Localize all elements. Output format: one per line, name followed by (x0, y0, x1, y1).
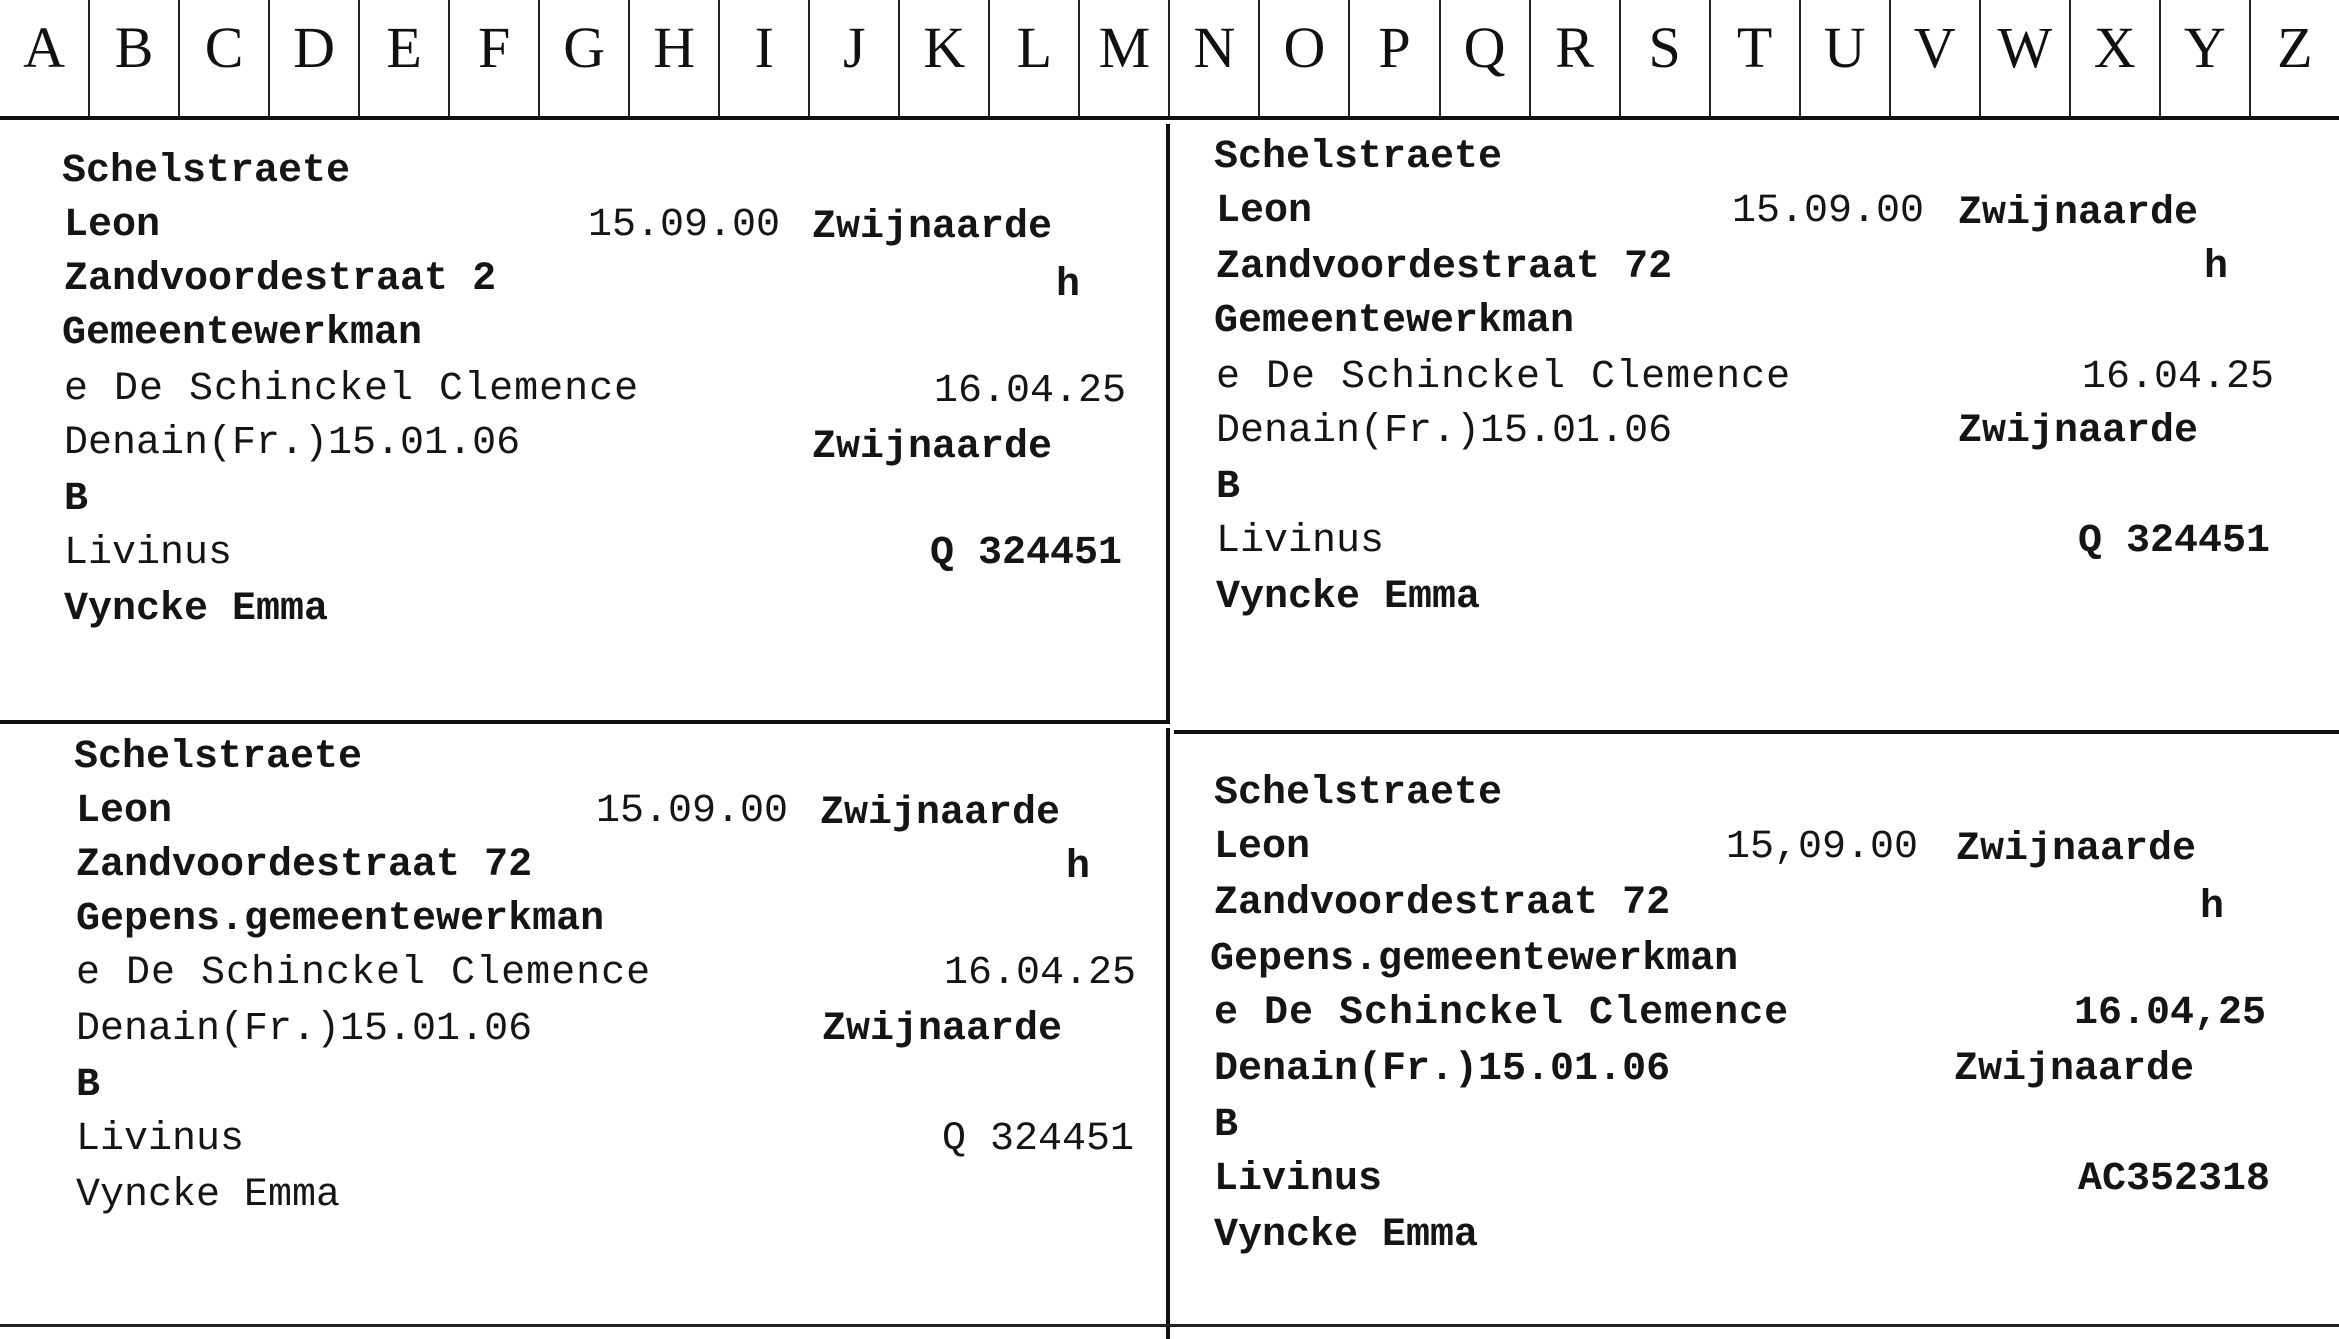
spouse-residence: Zwijnaarde (1954, 1047, 2195, 1092)
first-name: Leon (1214, 825, 1311, 870)
alpha-tab-p[interactable]: P (1350, 0, 1440, 116)
religion: B (1216, 465, 1241, 510)
father: Livinus (1216, 519, 1385, 564)
mother: Vyncke Emma (1214, 1213, 1479, 1258)
alpha-tab-g[interactable]: G (540, 0, 630, 116)
alpha-tab-d[interactable]: D (270, 0, 360, 116)
surname: Schelstraete (74, 735, 363, 780)
alpha-tab-j[interactable]: J (810, 0, 900, 116)
alpha-tab-n[interactable]: N (1170, 0, 1260, 116)
spouse-residence: Zwijnaarde (1958, 409, 2199, 454)
father: Livinus (64, 531, 233, 576)
marriage-date: 16.04.25 (2082, 355, 2275, 400)
spouse-birth: Denain(Fr.)15.01.06 (1216, 409, 1673, 454)
spouse-birth: Denain(Fr.)15.01.06 (64, 421, 521, 466)
alpha-tab-s[interactable]: S (1621, 0, 1711, 116)
sex: h (1056, 263, 1081, 308)
marriage-date: 16.04,25 (2074, 991, 2267, 1036)
alpha-tab-y[interactable]: Y (2161, 0, 2251, 116)
birth-place: Zwijnaarde (812, 205, 1053, 250)
alpha-tab-v[interactable]: V (1891, 0, 1981, 116)
mother: Vyncke Emma (76, 1173, 341, 1218)
spouse-birth: Denain(Fr.)15.01.06 (76, 1007, 533, 1052)
surname: Schelstraete (1214, 135, 1503, 180)
religion: B (64, 477, 89, 522)
alpha-tab-c[interactable]: C (180, 0, 270, 116)
mother: Vyncke Emma (1216, 575, 1481, 620)
spouse-birth: Denain(Fr.)15.01.06 (1214, 1047, 1671, 1092)
birth-date: 15.09.00 (596, 789, 789, 834)
spouse: e De Schinckel Clemence (64, 367, 640, 412)
alpha-tab-k[interactable]: K (900, 0, 990, 116)
sex: h (2200, 885, 2225, 930)
address: Zandvoordestraat 72 (1214, 881, 1671, 926)
religion: B (1214, 1103, 1239, 1148)
sex: h (2204, 245, 2229, 290)
id-number: Q 324451 (942, 1117, 1135, 1162)
address: Zandvoordestraat 72 (76, 843, 533, 888)
alpha-tab-e[interactable]: E (360, 0, 450, 116)
spouse: e De Schinckel Clemence (76, 951, 652, 996)
alpha-tab-h[interactable]: H (630, 0, 720, 116)
birth-place: Zwijnaarde (1956, 827, 2197, 872)
occupation: Gemeentewerkman (1214, 299, 1575, 344)
marriage-date: 16.04.25 (944, 951, 1137, 996)
alpha-tab-o[interactable]: O (1260, 0, 1350, 116)
alphabet-index-bar (0, 0, 2339, 120)
occupation: Gemeentewerkman (62, 311, 423, 356)
marriage-date: 16.04.25 (934, 369, 1127, 414)
alpha-tab-m[interactable]: M (1080, 0, 1170, 116)
alpha-tab-u[interactable]: U (1801, 0, 1891, 116)
occupation: Gepens.gemeentewerkman (76, 897, 605, 942)
alpha-tab-z[interactable]: Z (2277, 15, 2313, 80)
alpha-tab-r[interactable]: R (1531, 0, 1621, 116)
spouse: e De Schinckel Clemence (1216, 355, 1792, 400)
id-number: Q 324451 (930, 531, 1123, 576)
birth-date: 15.09.00 (1732, 189, 1925, 234)
religion: B (76, 1063, 101, 1108)
first-name: Leon (76, 789, 173, 834)
address: Zandvoordestraat 2 (64, 257, 497, 302)
alpha-tab-i[interactable]: I (720, 0, 810, 116)
birth-place: Zwijnaarde (820, 791, 1061, 836)
first-name: Leon (64, 203, 161, 248)
surname: Schelstraete (1214, 771, 1503, 816)
record-card-4 (1174, 738, 2339, 1339)
father: Livinus (76, 1117, 245, 1162)
spouse-residence: Zwijnaarde (812, 425, 1053, 470)
alpha-tab-a[interactable]: A (0, 0, 90, 116)
alpha-tab-x[interactable]: X (2071, 0, 2161, 116)
alpha-tab-b[interactable]: B (90, 0, 180, 116)
birth-date: 15.09.00 (588, 203, 781, 248)
birth-place: Zwijnaarde (1958, 191, 2199, 236)
id-number: AC352318 (2078, 1157, 2271, 1202)
bottom-divider (0, 1324, 2339, 1327)
first-name: Leon (1216, 189, 1313, 234)
sex: h (1066, 845, 1091, 890)
occupation: Gepens.gemeentewerkman (1210, 937, 1739, 982)
father: Livinus (1214, 1157, 1383, 1202)
address: Zandvoordestraat 72 (1216, 245, 1673, 290)
surname: Schelstraete (62, 149, 351, 194)
alpha-tab-l[interactable]: L (990, 0, 1080, 116)
spouse-residence: Zwijnaarde (822, 1007, 1063, 1052)
record-card-1 (0, 124, 1170, 724)
alpha-tab-q[interactable]: Q (1441, 0, 1531, 116)
alpha-tab-t[interactable]: T (1711, 0, 1801, 116)
record-card-2 (1174, 124, 2339, 734)
spouse: e De Schinckel Clemence (1214, 991, 1790, 1036)
alpha-tab-w[interactable]: W (1981, 0, 2071, 116)
alpha-tab-f[interactable]: F (450, 0, 540, 116)
id-number: Q 324451 (2078, 519, 2271, 564)
record-card-3 (0, 728, 1170, 1339)
birth-date: 15,09.00 (1726, 825, 1919, 870)
mother: Vyncke Emma (64, 587, 329, 632)
